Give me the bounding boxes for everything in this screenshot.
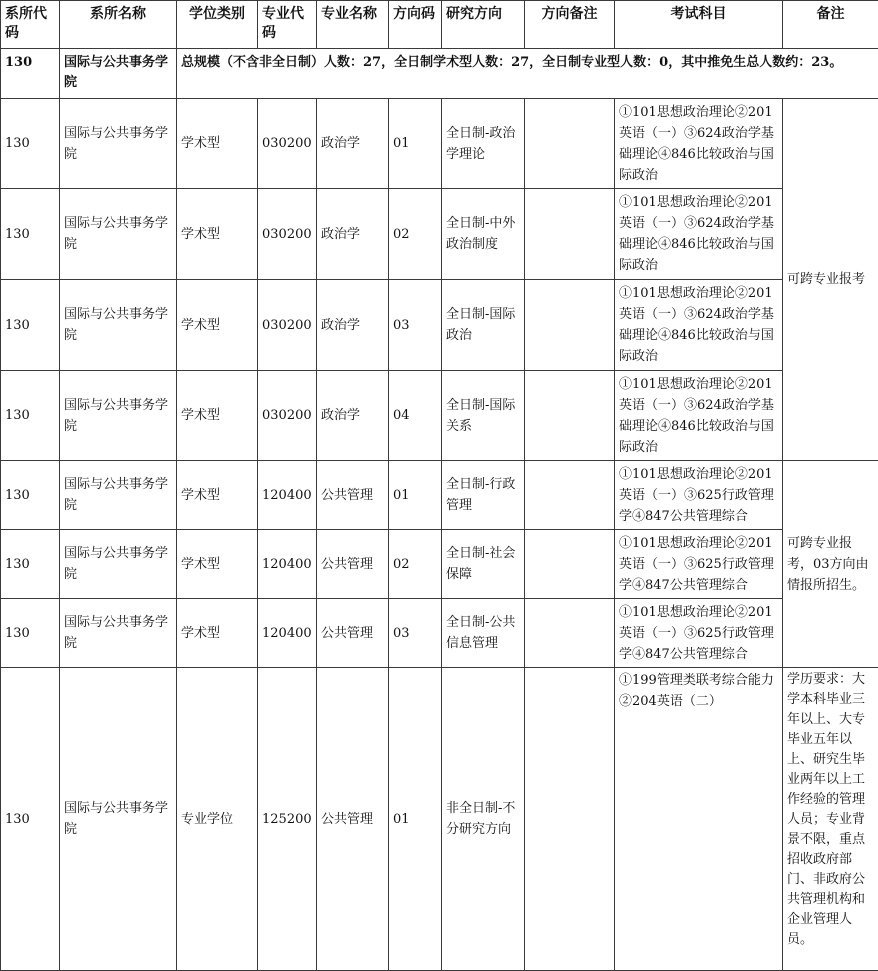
cell-degree-type: 学术型: [177, 371, 258, 461]
cell-direction-note: [525, 280, 615, 371]
cell-major-code: 030200: [258, 189, 317, 280]
cell-major-name: 政治学: [317, 371, 389, 461]
header-degree-type: 学位类别: [177, 1, 258, 49]
cell-remark-politics: 可跨专业报考: [783, 99, 878, 461]
cell-major-name: 公共管理: [317, 599, 389, 668]
cell-degree-type: 学术型: [177, 461, 258, 530]
header-research-direction: 研究方向: [442, 1, 525, 49]
cell-exam-subjects: ①101思想政治理论②201英语（一）③624政治学基础理论④846比较政治与国际政治: [615, 280, 783, 371]
summary-dept-code: 130: [1, 49, 60, 99]
cell-degree-type: 学术型: [177, 599, 258, 668]
cell-direction-note: [525, 599, 615, 668]
header-remark: 备注: [783, 1, 878, 49]
cell-research-direction: 全日制-公共信息管理: [442, 599, 525, 668]
cell-dept-name: 国际与公共事务学院: [60, 371, 177, 461]
cell-research-direction: 全日制-行政管理: [442, 461, 525, 530]
table-row: [1, 371, 878, 461]
cell-major-code: 120400: [258, 461, 317, 530]
cell-dept-name: 国际与公共事务学院: [60, 461, 177, 530]
cell-direction-code: 01: [389, 668, 442, 971]
table-row: [1, 280, 878, 371]
cell-major-name: 政治学: [317, 189, 389, 280]
cell-direction-code: 02: [389, 530, 442, 599]
summary-dept-name: 国际与公共事务学院: [60, 49, 177, 99]
cell-exam-subjects: ①101思想政治理论②201英语（一）③624政治学基础理论④846比较政治与国际政治: [615, 189, 783, 280]
cell-remark-public-admin: 可跨专业报考，03方向由情报所招生。: [783, 461, 878, 668]
cell-major-code: 030200: [258, 280, 317, 371]
header-dept-name: 系所名称: [60, 1, 177, 49]
cell-direction-code: 01: [389, 461, 442, 530]
table-row: [1, 461, 878, 530]
cell-research-direction: 全日制-社会保障: [442, 530, 525, 599]
cell-exam-subjects: ①101思想政治理论②201英语（一）③624政治学基础理论④846比较政治与国际政治: [615, 99, 783, 189]
cell-dept-code: 130: [1, 99, 60, 189]
cell-degree-type: 专业学位: [177, 668, 258, 971]
cell-dept-name: 国际与公共事务学院: [60, 668, 177, 971]
cell-degree-type: 学术型: [177, 99, 258, 189]
cell-direction-code: 03: [389, 599, 442, 668]
cell-dept-code: 130: [1, 668, 60, 971]
cell-major-code: 030200: [258, 371, 317, 461]
summary-text: 总规模（不含非全日制）人数：27，全日制学术型人数：27，全日制专业型人数：0，其中推免生总人数约：23。: [177, 49, 878, 99]
cell-direction-note: [525, 189, 615, 280]
header-major-name: 专业名称: [317, 1, 389, 49]
cell-direction-note: [525, 461, 615, 530]
table-row: [1, 99, 878, 189]
cell-major-name: 政治学: [317, 280, 389, 371]
cell-research-direction: 全日制-中外政治制度: [442, 189, 525, 280]
cell-degree-type: 学术型: [177, 530, 258, 599]
header-direction-code: 方向码: [389, 1, 442, 49]
cell-direction-note: [525, 668, 615, 971]
cell-dept-code: 130: [1, 280, 60, 371]
cell-direction-note: [525, 530, 615, 599]
cell-research-direction: 全日制-国际关系: [442, 371, 525, 461]
cell-dept-name: 国际与公共事务学院: [60, 280, 177, 371]
cell-major-name: 公共管理: [317, 668, 389, 971]
table-row: [1, 189, 878, 280]
table-row: [1, 668, 878, 971]
cell-direction-note: [525, 371, 615, 461]
header-row: [1, 1, 878, 49]
cell-dept-name: 国际与公共事务学院: [60, 189, 177, 280]
cell-dept-name: 国际与公共事务学院: [60, 99, 177, 189]
cell-dept-name: 国际与公共事务学院: [60, 530, 177, 599]
cell-dept-code: 130: [1, 189, 60, 280]
cell-remark-mpa: 学历要求：大学本科毕业三年以上、大专毕业五年以上、研究生毕业两年以上工作经验的管理人员；专业背景不限，重点招收政府部门、非政府公共管理机构和企业管理人员。: [783, 668, 878, 971]
cell-research-direction: 全日制-政治学理论: [442, 99, 525, 189]
summary-row: [1, 49, 878, 99]
header-dept-code: 系所代码: [1, 1, 60, 49]
cell-major-code: 030200: [258, 99, 317, 189]
cell-dept-code: 130: [1, 371, 60, 461]
cell-direction-code: 03: [389, 280, 442, 371]
cell-degree-type: 学术型: [177, 189, 258, 280]
cell-dept-code: 130: [1, 599, 60, 668]
cell-major-code: 120400: [258, 530, 317, 599]
cell-direction-note: [525, 99, 615, 189]
cell-major-name: 公共管理: [317, 461, 389, 530]
table-row: [1, 599, 878, 668]
table-row: [1, 530, 878, 599]
cell-direction-code: 04: [389, 371, 442, 461]
cell-research-direction: 非全日制-不分研究方向: [442, 668, 525, 971]
cell-research-direction: 全日制-国际政治: [442, 280, 525, 371]
cell-dept-name: 国际与公共事务学院: [60, 599, 177, 668]
cell-exam-subjects: ①101思想政治理论②201英语（一）③625行政管理学④847公共管理综合: [615, 599, 783, 668]
cell-direction-code: 01: [389, 99, 442, 189]
header-exam-subjects: 考试科目: [615, 1, 783, 49]
cell-exam-subjects: ①101思想政治理论②201英语（一）③625行政管理学④847公共管理综合: [615, 461, 783, 530]
cell-exam-subjects: ①101思想政治理论②201英语（一）③625行政管理学④847公共管理综合: [615, 530, 783, 599]
header-major-code: 专业代码: [258, 1, 317, 49]
cell-direction-code: 02: [389, 189, 442, 280]
cell-degree-type: 学术型: [177, 280, 258, 371]
cell-major-name: 公共管理: [317, 530, 389, 599]
header-direction-note: 方向备注: [525, 1, 615, 49]
cell-major-code: 125200: [258, 668, 317, 971]
cell-dept-code: 130: [1, 530, 60, 599]
cell-dept-code: 130: [1, 461, 60, 530]
cell-exam-subjects: ①101思想政治理论②201英语（一）③624政治学基础理论④846比较政治与国际政治: [615, 371, 783, 461]
cell-exam-subjects: ①199管理类联考综合能力②204英语（二）: [615, 668, 783, 971]
cell-major-name: 政治学: [317, 99, 389, 189]
cell-major-code: 120400: [258, 599, 317, 668]
